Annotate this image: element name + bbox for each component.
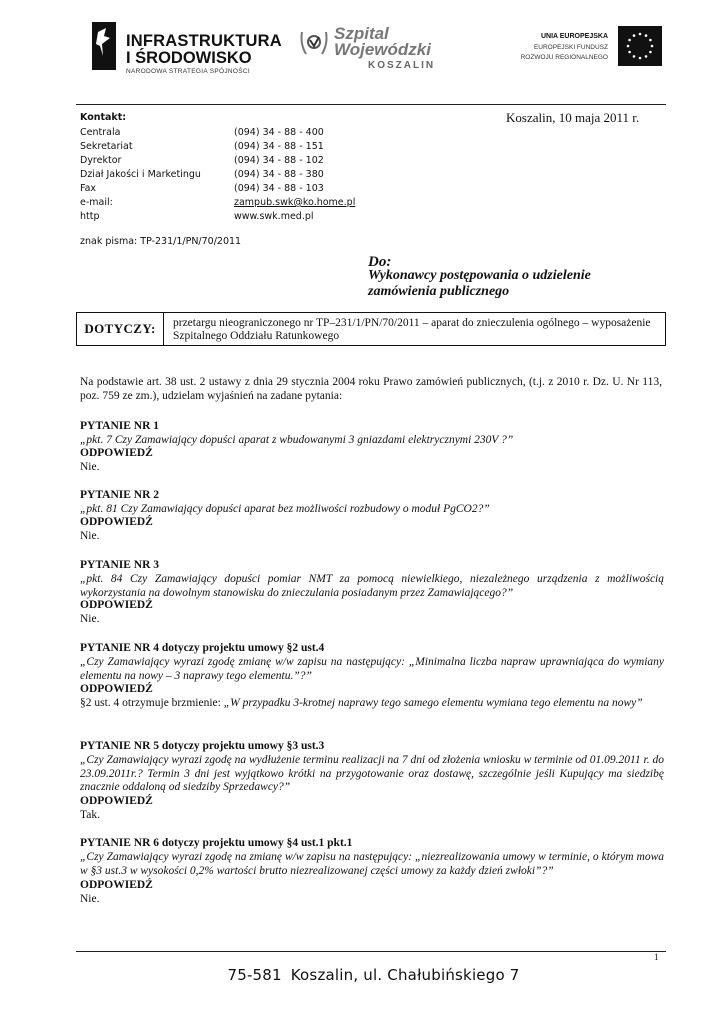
addressee-line-2: zamówienia publicznego bbox=[368, 284, 510, 299]
hospital-logo-line-1: Szpital bbox=[334, 24, 389, 43]
eu-flag-icon bbox=[618, 26, 662, 66]
subject-text: przetargu nieograniczonego nr TP–231/1/PN/70/2011 – aparat do znieczulenia ogólnego – wyposażenie Szpitalnego Oddziału Ratunkowego bbox=[173, 317, 651, 342]
question-6-heading: PYTANIE NR 6 dotyczy projektu umowy §4 ust.1 pkt.1 bbox=[80, 837, 353, 849]
addressee-line-1: Wykonawcy postępowania o udzielenie bbox=[368, 268, 591, 283]
answer-1-text: Nie. bbox=[80, 461, 100, 473]
place-date: Koszalin, 10 maja 2011 r. bbox=[506, 110, 640, 125]
addressee-to: Do: bbox=[368, 254, 392, 270]
answer-4-plain: §2 ust. 4 otrzymuje brzmienie: bbox=[80, 697, 224, 709]
subject-label: DOTYCZY: bbox=[84, 321, 156, 336]
contact-website-link[interactable]: www.swk.med.pl bbox=[234, 211, 314, 222]
answer-5-text: Tak. bbox=[80, 809, 100, 821]
answer-2-text: Nie. bbox=[80, 530, 100, 542]
answer-1-heading: ODPOWIEDŹ bbox=[80, 447, 153, 459]
answer-4-text bbox=[80, 697, 664, 711]
eu-logo-line-1: UNIA EUROPEJSKA bbox=[540, 33, 608, 40]
question-5-text: „Czy Zamawiający wyrazi zgodę na wydłużenie terminu realizacji na 7 dni od złożenia wniosku w terminie od 01.09.2011 r. do 23.09.2011r.? Termin 3 dni jest wyjątkowo krótki na przygotowanie oraz dostawę, szczególnie jeśli Kupujący ma siedzibę znacznie oddaloną od siedziby Sprzedawcy?” bbox=[80, 754, 664, 793]
question-6-text: „Czy Zamawiający wyrazi zgodę na zmianę w/w zapisu na następujący: „niezrealizowania umowy w terminie, o którym mowa w §3 ust.3 w wysokości 0,2% wartości brutto niezrealizowanej części umowy za każdy dzień zwłoki”?” bbox=[80, 851, 664, 877]
subject-divider bbox=[163, 313, 164, 345]
contact-label-switchboard: Centrala bbox=[80, 127, 121, 138]
answer-3-text: Nie. bbox=[80, 613, 100, 625]
hospital-logo-line-3: KOSZALIN bbox=[368, 60, 436, 71]
answer-4-quote: „W przypadku 3-krotnej naprawy tego samego elementu wymiana tego elementu na nowy” bbox=[223, 697, 643, 709]
hospital-emblem-icon bbox=[298, 28, 330, 60]
contact-value-secretariat: (094) 34 - 88 - 151 bbox=[234, 141, 324, 152]
footer-divider bbox=[76, 951, 666, 952]
hospital-logo-line-2: Wojewódzki bbox=[334, 40, 431, 59]
answer-6-heading: ODPOWIEDŹ bbox=[80, 879, 153, 891]
reference-number: znak pisma: TP-231/1/PN/70/2011 bbox=[80, 236, 242, 247]
header-divider bbox=[76, 104, 666, 105]
contact-label-fax: Fax bbox=[80, 183, 97, 194]
question-2-heading: PYTANIE NR 2 bbox=[80, 489, 160, 501]
intro-paragraph: Na podstawie art. 38 ust. 2 ustawy z dnia 29 stycznia 2004 roku Prawo zamówień publicznych, (t.j. z 2010 r. Dz. U. Nr 113, poz. 759 ze zm.), udzielam wyjaśnień na zadane pytania: bbox=[80, 376, 662, 402]
flag-mark-icon bbox=[92, 22, 116, 70]
eu-logo-line-3: ROZWOJU REGIONALNEGO bbox=[520, 54, 608, 61]
ministry-logo-subtitle: NARODOWA STRATEGIA SPÓJNOŚCI bbox=[126, 68, 250, 75]
ministry-logo-title-1: INFRASTRUKTURA bbox=[126, 32, 282, 50]
question-5-heading: PYTANIE NR 5 dotyczy projektu umowy §3 ust.3 bbox=[80, 740, 325, 752]
answer-4-heading: ODPOWIEDŹ bbox=[80, 683, 153, 695]
contact-value-switchboard: (094) 34 - 88 - 400 bbox=[234, 127, 324, 138]
contact-email-link[interactable]: zampub.swk@ko.home.pl bbox=[234, 197, 356, 208]
page-number: 1 bbox=[654, 952, 659, 962]
footer-street-address: Koszalin, ul. Chałubińskiego 7 bbox=[290, 966, 520, 984]
answer-5-heading: ODPOWIEDŹ bbox=[80, 795, 153, 807]
subject-box bbox=[76, 312, 666, 346]
question-2-text: „pkt. 81 Czy Zamawiający dopuści aparat bez możliwości rozbudowy o moduł PgCO2?” bbox=[80, 503, 490, 515]
question-1-text: „pkt. 7 Czy Zamawiający dopuści aparat z wbudowanymi 3 gniazdami elektrycznymi 230V ?” bbox=[80, 434, 514, 446]
eu-logo bbox=[496, 26, 666, 72]
question-3-heading: PYTANIE NR 3 bbox=[80, 559, 160, 571]
contact-label-email: e-mail: bbox=[80, 197, 113, 208]
contacts-title: Kontakt: bbox=[80, 112, 127, 123]
contact-value-quality-dept: (094) 34 - 88 - 380 bbox=[234, 169, 324, 180]
eu-logo-line-2: EUROPEJSKI FUNDUSZ bbox=[533, 44, 608, 51]
contact-label-secretariat: Sekretariat bbox=[80, 141, 133, 152]
question-3-text: „pkt. 84 Czy Zamawiający dopuści pomiar NMT za pomocą niewielkiego, niezależnego urządzenia z możliwością wykorzystania na dowolnym stanowisku do znieczulania posiadanym przez Zamawiającego?” bbox=[80, 573, 664, 599]
question-4-text: „Czy Zamawiający wyrazi zgodę zmianę w/w zapisu na następujący: „Minimalna liczba napraw uprawniająca do wymiany elementu na nowy – 3 naprawy tego elementu.”?” bbox=[80, 656, 664, 682]
contact-value-fax: (094) 34 - 88 - 103 bbox=[234, 183, 324, 194]
ministry-logo-title-2: I ŚRODOWISKO bbox=[126, 49, 252, 67]
contact-value-director: (094) 34 - 88 - 102 bbox=[234, 155, 324, 166]
ministry-logo bbox=[92, 22, 282, 80]
contact-label-http: http bbox=[80, 211, 100, 222]
answer-2-heading: ODPOWIEDŹ bbox=[80, 516, 153, 528]
question-4-heading: PYTANIE NR 4 dotyczy projektu umowy §2 ust.4 bbox=[80, 642, 325, 654]
answer-6-text: Nie. bbox=[80, 893, 100, 905]
footer-address bbox=[0, 966, 719, 984]
footer-postal-code: 75-581 bbox=[227, 966, 282, 984]
contact-label-quality-dept: Dział Jakości i Marketingu bbox=[80, 169, 201, 180]
contact-label-director: Dyrektor bbox=[80, 155, 122, 166]
answer-3-heading: ODPOWIEDŹ bbox=[80, 599, 153, 611]
hospital-logo bbox=[298, 24, 458, 76]
question-1-heading: PYTANIE NR 1 bbox=[80, 420, 160, 432]
